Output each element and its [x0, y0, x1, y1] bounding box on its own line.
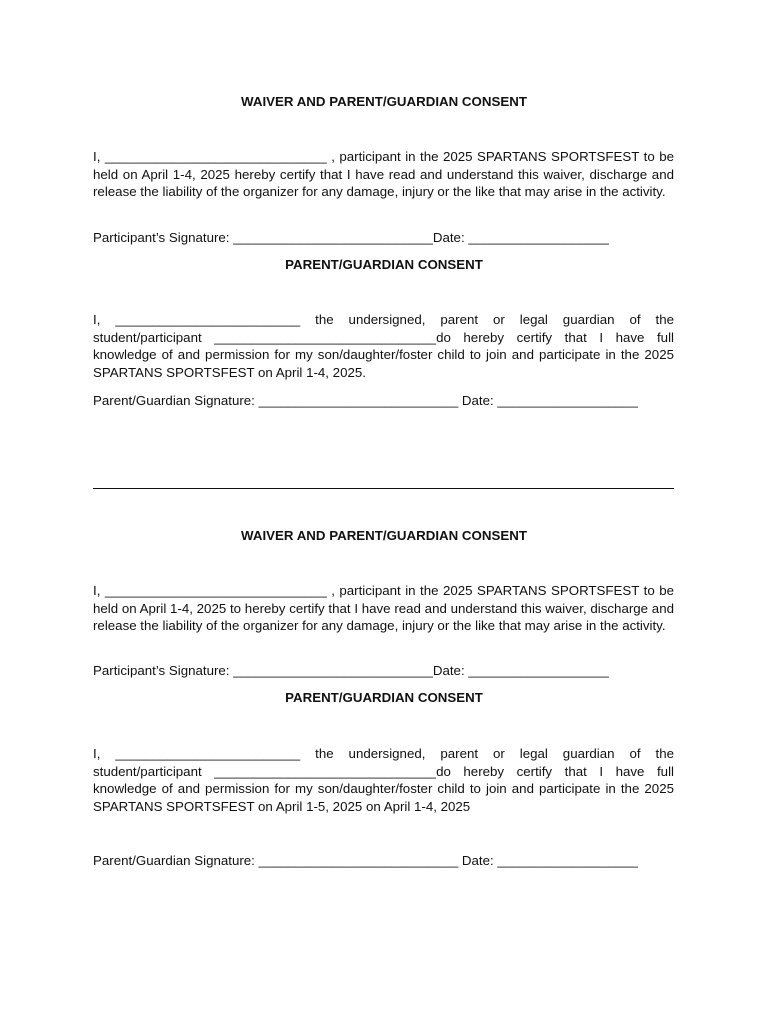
cut-line-divider: [93, 488, 674, 489]
waiver-paragraph-1: I, ______________________________ , participant in the 2025 SPARTANS SPORTSFEST to be held on April 1-4, 2025 hereby certify that I have read and understand this waiver, discharge and release the liability of the organizer for any damage, injury or the like that may arise in the activity.: [93, 149, 674, 200]
participant-signature-line-1: Participant’s Signature: ___________________________Date: ___________________: [93, 230, 609, 245]
waiver-title-1: WAIVER AND PARENT/GUARDIAN CONSENT: [241, 94, 527, 109]
waiver-title-2: WAIVER AND PARENT/GUARDIAN CONSENT: [241, 528, 527, 543]
consent-paragraph-1: I, _________________________ the undersigned, parent or legal guardian of the student/participant ______________________________do hereby certify that I have full knowledge of and permission for my son/daughter/foster child to join and participate in the 2025 SPARTANS SPORTSFEST on April 1-4, 2025.: [93, 312, 674, 380]
consent-title-2: PARENT/GUARDIAN CONSENT: [285, 690, 483, 705]
guardian-signature-line-1: Parent/Guardian Signature: ___________________________ Date: ___________________: [93, 393, 638, 408]
consent-paragraph-2: I, _________________________ the undersigned, parent or legal guardian of the student/participant ______________________________do hereby certify that I have full knowledge of and permission for my son/daughter/foster child to join and participate in the 2025 SPARTANS SPORTSFEST on April 1-5, 2025 on April 1-4, 2025: [93, 746, 674, 814]
guardian-signature-line-2: Parent/Guardian Signature: ___________________________ Date: ___________________: [93, 853, 638, 868]
waiver-paragraph-2: I, ______________________________ , participant in the 2025 SPARTANS SPORTSFEST to be held on April 1-4, 2025 to hereby certify that I have read and understand this waiver, discharge and release the liability of the organizer for any damage, injury or the like that may arise in the activity.: [93, 583, 674, 634]
consent-title-1: PARENT/GUARDIAN CONSENT: [285, 257, 483, 272]
participant-signature-line-2: Participant’s Signature: ___________________________Date: ___________________: [93, 663, 609, 678]
